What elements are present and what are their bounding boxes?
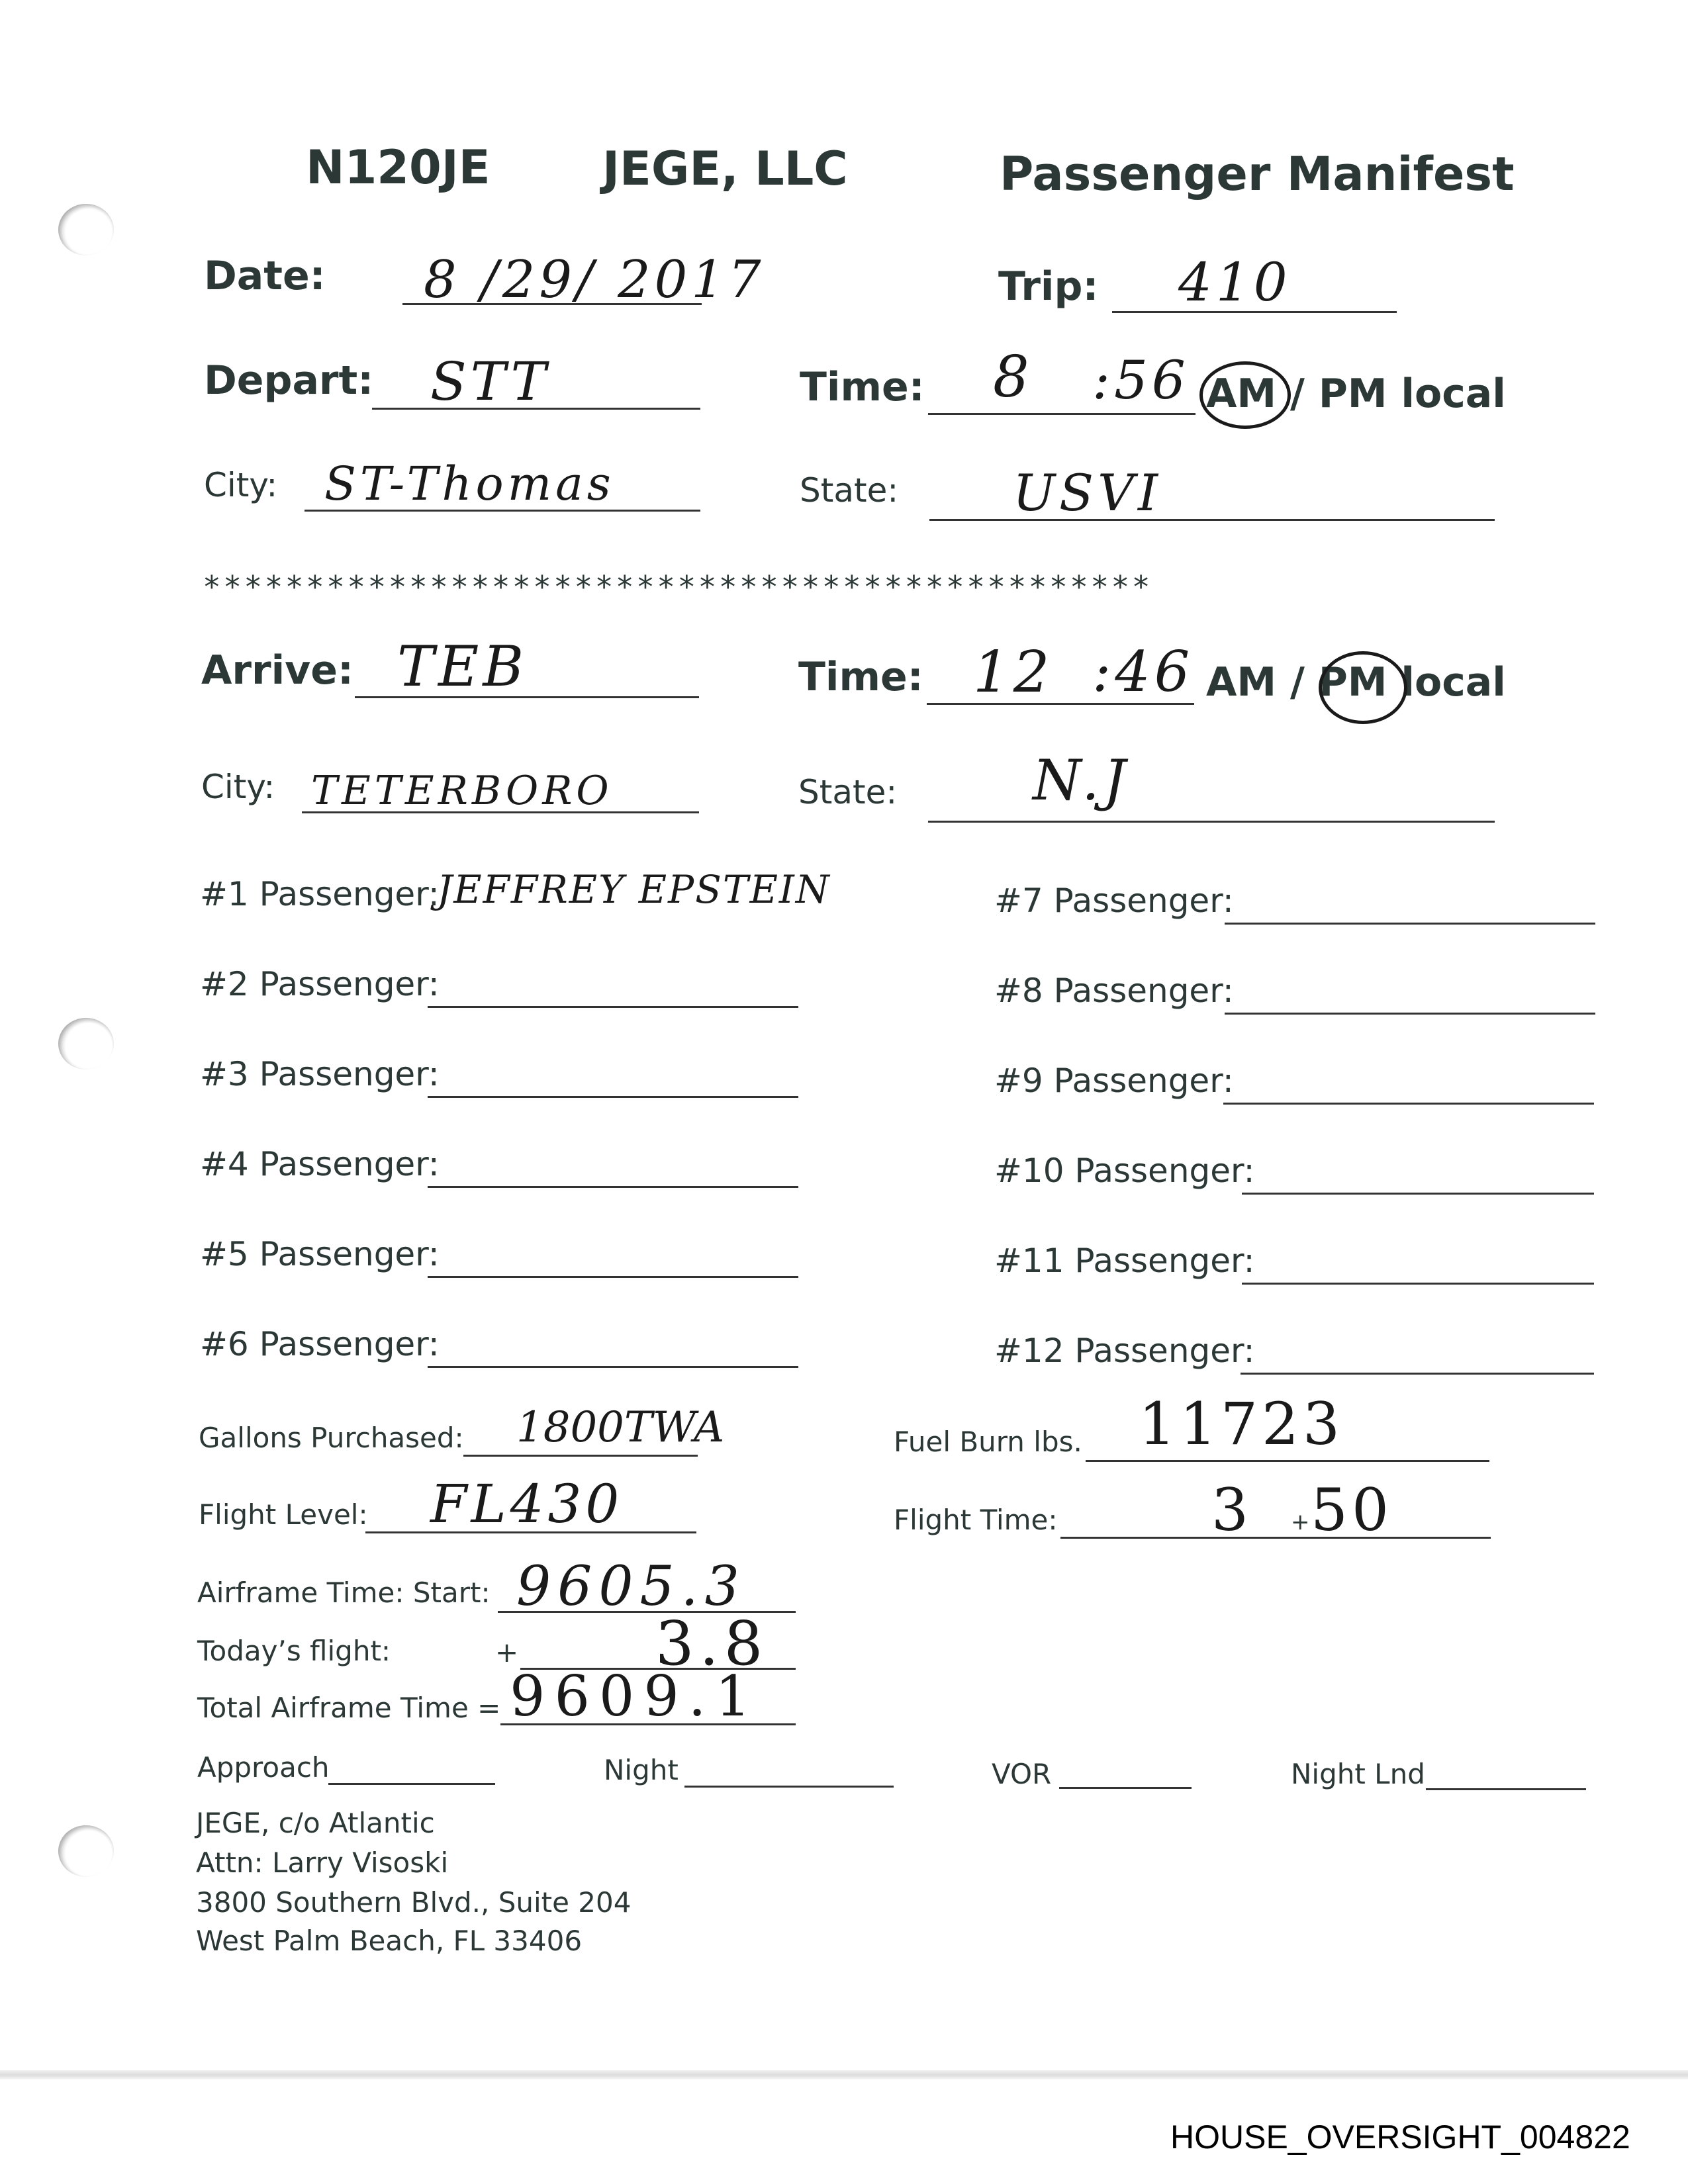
binder-hole-middle [58, 1018, 114, 1069]
passenger-2-line [428, 1006, 798, 1008]
approach-label: Approach [197, 1751, 330, 1784]
depart-time-label: Time: [800, 364, 925, 410]
arrive-time-label: Time: [798, 654, 923, 700]
total-airframe-value: 9609.1 [510, 1664, 760, 1729]
fuel-burn-value: 11723 [1139, 1390, 1344, 1458]
arrive-state-line [928, 821, 1495, 823]
passenger-6-line [428, 1366, 798, 1368]
depart-airport-value: STT [430, 351, 551, 412]
flight-level-label: Flight Level: [199, 1498, 368, 1531]
passenger-9-label: #9 Passenger: [994, 1062, 1234, 1100]
gallons-purchased-line [463, 1455, 698, 1457]
passenger-10-label: #10 Passenger: [994, 1152, 1255, 1190]
depart-label: Depart: [204, 357, 374, 404]
passenger-4-line [428, 1186, 798, 1188]
flight-time-label: Flight Time: [894, 1504, 1058, 1536]
arrive-city-label: City: [201, 768, 275, 806]
vor-line [1059, 1787, 1192, 1789]
passenger-12-line [1241, 1373, 1594, 1375]
fuel-burn-label: Fuel Burn lbs. [894, 1426, 1082, 1458]
airframe-start-label: Airframe Time: Start: [197, 1576, 491, 1609]
pm-circle-mark [1319, 651, 1407, 724]
am-circle-mark [1199, 361, 1291, 429]
passenger-5-label: #5 Passenger: [200, 1235, 440, 1273]
form-title: Passenger Manifest [1000, 147, 1515, 201]
flight-time-line [1060, 1537, 1491, 1539]
arrive-city-value: TETERBORO [311, 768, 613, 814]
passenger-10-line [1242, 1193, 1594, 1195]
flight-time-hours-value: 3 [1211, 1476, 1252, 1544]
trip-label: Trip: [998, 263, 1099, 310]
flight-level-value: FL430 [430, 1473, 624, 1535]
passenger-11-label: #11 Passenger: [994, 1242, 1255, 1280]
flight-time-plus: + [1291, 1509, 1310, 1535]
section-separator: ********************************************** [203, 569, 1152, 605]
depart-state-label: State: [800, 471, 899, 510]
passenger-2-label: #2 Passenger: [200, 965, 440, 1003]
bates-number: HOUSE_OVERSIGHT_004822 [1170, 2118, 1630, 2156]
arrive-airport-value: TEB [397, 634, 528, 699]
approach-line [328, 1783, 495, 1785]
arrive-minute-value: :46 [1092, 639, 1194, 704]
depart-time-line [928, 413, 1196, 415]
binder-hole-top [58, 204, 114, 255]
passenger-11-line [1242, 1283, 1594, 1285]
arrive-label: Arrive: [201, 647, 353, 694]
scan-edge [0, 2070, 1688, 2079]
night-label: Night [604, 1754, 679, 1786]
arrive-state-label: State: [798, 773, 898, 811]
passenger-3-line [428, 1096, 798, 1098]
passenger-8-label: #8 Passenger: [994, 972, 1234, 1010]
night-lnd-line [1426, 1788, 1586, 1790]
date-label: Date: [204, 253, 326, 299]
arrive-hour-value: 12 [973, 639, 1054, 705]
address-line-4: West Palm Beach, FL 33406 [196, 1925, 583, 1957]
gallons-purchased-label: Gallons Purchased: [199, 1422, 464, 1454]
airframe-start-value: 9605.3 [516, 1555, 746, 1618]
passenger-9-line [1223, 1103, 1594, 1105]
total-airframe-label: Total Airframe Time = [197, 1692, 501, 1724]
binder-hole-bottom [58, 1825, 114, 1877]
passenger-8-line [1225, 1013, 1595, 1015]
date-value: 8 /29/ 2017 [424, 250, 765, 310]
passenger-3-label: #3 Passenger: [200, 1055, 440, 1093]
passenger-1-label: #1 Passenger: [200, 875, 440, 913]
passenger-5-line [428, 1276, 798, 1278]
depart-state-value: USVI [1013, 463, 1162, 522]
depart-ampm-label: AM / PM local [1206, 371, 1506, 417]
tail-number: N120JE [306, 140, 491, 195]
depart-hour-value: 8 [993, 344, 1033, 410]
depart-minute-value: :56 [1092, 349, 1190, 411]
arrive-state-value: N.J [1033, 748, 1130, 813]
passenger-12-label: #12 Passenger: [994, 1332, 1255, 1370]
passenger-7-label: #7 Passenger: [994, 882, 1234, 920]
trip-value: 410 [1178, 251, 1291, 313]
vor-label: VOR [992, 1758, 1052, 1790]
night-lnd-label: Night Lnd [1291, 1758, 1425, 1790]
depart-city-value: ST-Thomas [324, 457, 615, 511]
passenger-4-label: #4 Passenger: [200, 1145, 440, 1183]
todays-flight-value: 3.8 [655, 1608, 769, 1679]
gallons-purchased-value: 1800TWA [516, 1403, 725, 1452]
arrive-ampm-label: AM / PM local [1206, 659, 1506, 705]
flight-time-minutes-value: 50 [1311, 1476, 1393, 1544]
address-line-3: 3800 Southern Blvd., Suite 204 [196, 1886, 632, 1919]
company-name: JEGE, LLC [602, 142, 848, 196]
fuel-burn-line [1086, 1460, 1489, 1462]
passenger-1-name: JEFFREY EPSTEIN [437, 867, 831, 912]
address-line-2: Attn: Larry Visoski [196, 1846, 449, 1879]
passenger-7-line [1225, 923, 1595, 925]
address-line-1: JEGE, c/o Atlantic [196, 1807, 435, 1839]
night-line [684, 1786, 894, 1788]
depart-city-label: City: [204, 466, 278, 504]
todays-flight-plus: + [495, 1636, 519, 1668]
passenger-6-label: #6 Passenger: [200, 1325, 440, 1363]
todays-flight-label: Today’s flight: [197, 1635, 391, 1667]
